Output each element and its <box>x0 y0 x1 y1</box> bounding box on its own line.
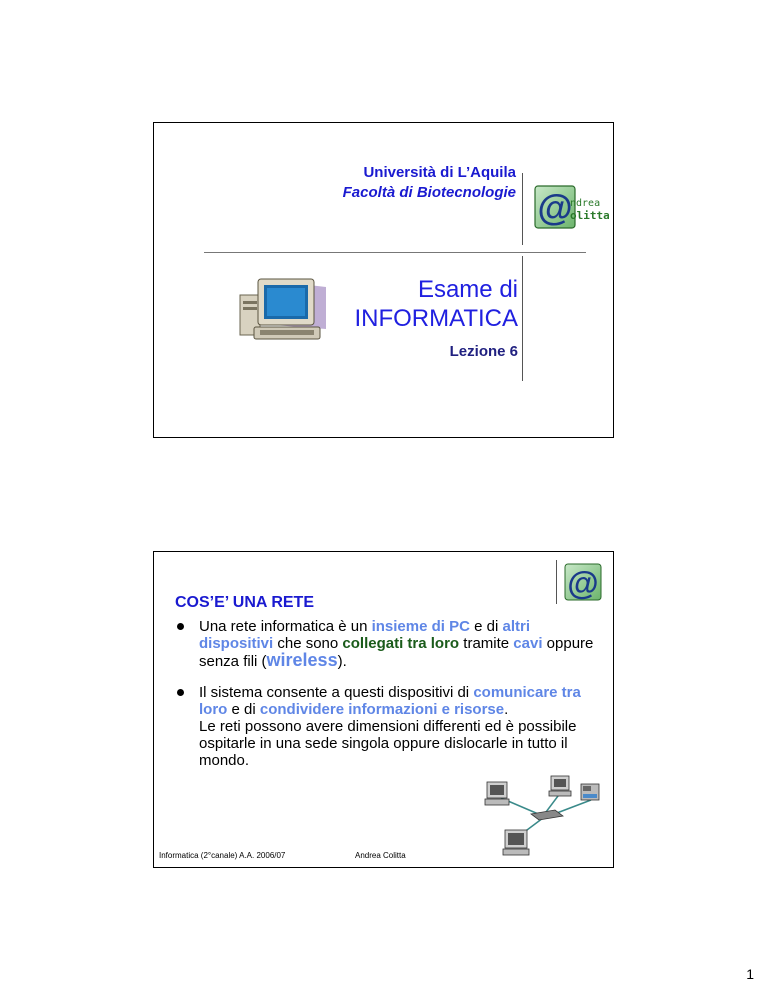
highlight: altri dispositivi <box>199 618 531 652</box>
slide-title <box>354 275 518 333</box>
text: che sono <box>273 635 343 652</box>
network-icon <box>479 770 607 862</box>
highlight: condividere informazioni e risorse <box>259 701 505 718</box>
divider-horizontal <box>204 252 586 253</box>
divider-vertical-lower <box>522 256 523 381</box>
text: tramite <box>459 635 514 652</box>
andrea-colitta-logo <box>534 185 609 231</box>
lesson-label: Lezione 6 <box>449 343 518 360</box>
highlight: wireless <box>266 650 338 670</box>
slide-heading: COS’E’ UNA RETE <box>175 594 314 611</box>
title-slide <box>153 122 614 438</box>
computer-icon <box>234 273 334 345</box>
bullet-dot-icon <box>177 623 184 630</box>
bullet-item <box>174 618 594 670</box>
bullet-dot-icon <box>177 689 184 696</box>
at-logo <box>562 562 606 602</box>
text: Le reti possono avere dimensioni differenti ed è possibile ospitarle in una sede singola oppure dislocarle in tutto il mondo. <box>199 718 577 769</box>
footer-author: Andrea Colitta <box>355 851 406 860</box>
university-header <box>343 163 516 203</box>
text: e di <box>469 618 503 635</box>
footer-course: Informatica (2°canale) A.A. 2006/07 <box>159 851 286 860</box>
highlight-green: collegati tra loro <box>342 635 460 652</box>
title-line-1: Esame di <box>417 276 518 303</box>
highlight: comunicare tra loro <box>199 684 581 718</box>
text: oppure senza fili ( <box>199 635 594 670</box>
page-number: 1 <box>746 966 754 982</box>
svg-text:@: @ <box>567 565 599 601</box>
text: . <box>504 701 509 718</box>
logo-text-2: olitta <box>570 209 609 222</box>
content-slide <box>153 551 614 868</box>
university-name: Università di L’Aquila <box>363 164 516 181</box>
bullet-list <box>174 618 594 769</box>
divider-vertical <box>556 560 557 604</box>
text: e di <box>227 701 260 718</box>
logo-text-1: ndrea <box>570 198 601 209</box>
faculty-name: Facoltà di Biotecnologie <box>342 184 516 201</box>
title-line-2: INFORMATICA <box>354 305 518 332</box>
at-icon <box>562 562 606 602</box>
text: ). <box>337 653 347 670</box>
bullet-item <box>174 684 594 769</box>
highlight: cavi <box>513 635 543 652</box>
text: Una rete informatica è un <box>199 618 372 635</box>
highlight: insieme di PC <box>371 618 470 635</box>
logo-icon <box>534 185 609 231</box>
divider-vertical <box>522 173 523 245</box>
text: Il sistema consente a questi dispositivi di <box>199 684 474 701</box>
svg-text:@: @ <box>537 187 573 228</box>
